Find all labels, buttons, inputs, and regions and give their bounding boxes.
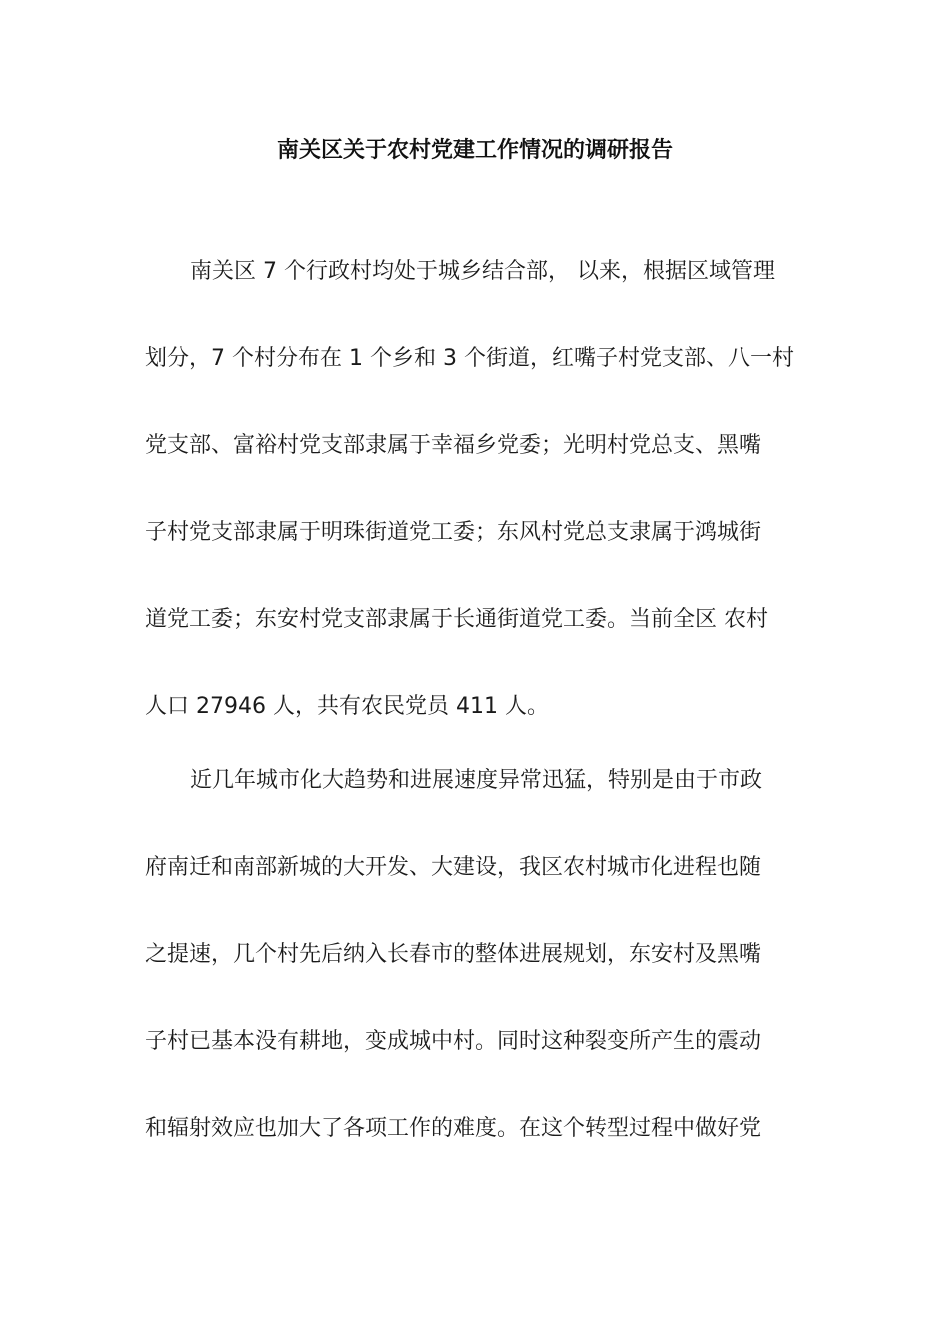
paragraph-1-line-6: 人口 27946 人，共有农民党员 411 人。: [145, 694, 549, 719]
paragraph-2-line-3: 之提速，几个村先后纳入长春市的整体进展规划，东安村及黑嘴: [145, 942, 762, 967]
paragraph-1-line-4: 子村党支部隶属于明珠街道党工委；东风村党总支隶属于鸿城街: [145, 520, 762, 545]
paragraph-1-line-2: 划分，7 个村分布在 1 个乡和 3 个街道，红嘴子村党支部、八一村: [145, 346, 794, 371]
paragraph-2-line-1: 近几年城市化大趋势和进展速度异常迅猛，特别是由于市政: [190, 768, 763, 793]
paragraph-2-line-4: 子村已基本没有耕地，变成城中村。同时这种裂变所产生的震动: [145, 1029, 762, 1054]
paragraph-2-line-5: 和辐射效应也加大了各项工作的难度。在这个转型过程中做好党: [145, 1116, 762, 1141]
paragraph-2-line-2: 府南迁和南部新城的大开发、大建设，我区农村城市化进程也随: [145, 855, 762, 880]
document-title: 南关区关于农村党建工作情况的调研报告: [276, 138, 673, 163]
paragraph-1-line-5: 道党工委；东安村党支部隶属于长通街道党工委。当前全区 农村: [145, 607, 768, 632]
paragraph-1-line-3: 党支部、富裕村党支部隶属于幸福乡党委；光明村党总支、黑嘴: [145, 433, 762, 458]
paragraph-1-line-1: 南关区 7 个行政村均处于城乡结合部， 以来，根据区域管理: [190, 259, 775, 284]
